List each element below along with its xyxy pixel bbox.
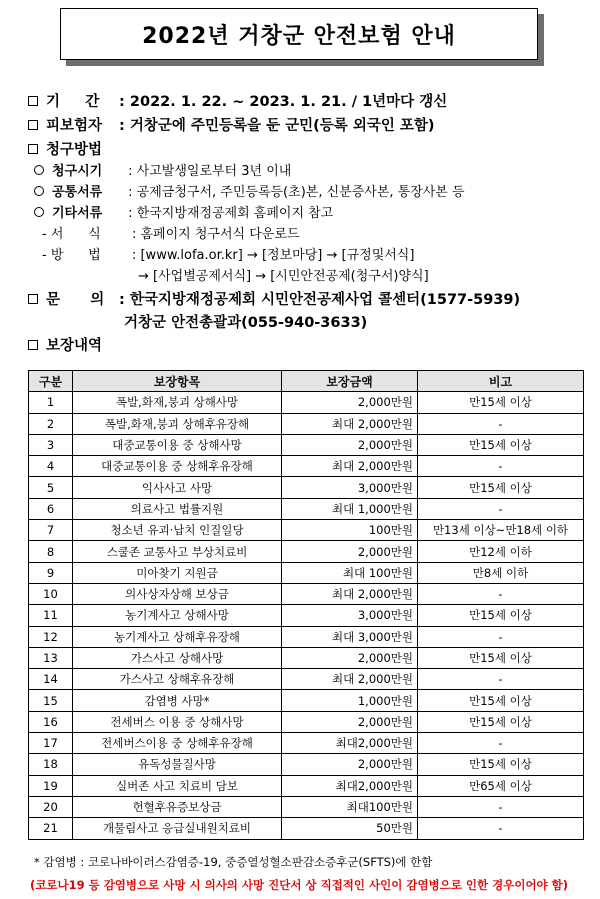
table-row [29, 434, 584, 455]
row-no: 21 [29, 818, 73, 839]
table-row [29, 626, 584, 647]
row-item: 농기계사고 상해사망 [73, 605, 282, 626]
claim-docs-value: 공제금청구서, 주민등록등(초)본, 신분증사본, 통장사본 등 [136, 185, 465, 200]
row-note: 만15세 이상 [418, 477, 584, 498]
table-row [29, 520, 584, 541]
claim-other-value: 한국지방재정공제회 홈페이지 참고 [136, 206, 334, 221]
row-amount: 2,000만원 [282, 541, 418, 562]
row-no: 18 [29, 754, 73, 775]
table-row [29, 690, 584, 711]
row-note: 만15세 이상 [418, 434, 584, 455]
row-no: 3 [29, 434, 73, 455]
row-amount: 2,000만원 [282, 754, 418, 775]
row-amount: 최대2,000만원 [282, 733, 418, 754]
row-item: 대중교통이용 중 상해후유장해 [73, 456, 282, 477]
row-amount: 2,000만원 [282, 434, 418, 455]
row-amount: 50만원 [282, 818, 418, 839]
row-item: 헌혈후유증보상금 [73, 796, 282, 817]
row-item: 청소년 유괴·납치 인질일당 [73, 520, 282, 541]
row-amount: 2,000만원 [282, 392, 418, 413]
row-note: - [418, 669, 584, 690]
row-amount: 최대 2,000만원 [282, 669, 418, 690]
checkbox-square-icon [28, 120, 38, 130]
inquiry-label: 문 의 [46, 292, 105, 308]
coverage-heading: 보장내역 [46, 338, 103, 354]
row-amount: 최대 2,000만원 [282, 583, 418, 604]
row-amount: 2,000만원 [282, 647, 418, 668]
row-note: 만15세 이상 [418, 711, 584, 732]
checkbox-square-icon [28, 96, 38, 106]
row-amount: 최대2,000만원 [282, 775, 418, 796]
row-note: - [418, 796, 584, 817]
row-item: 의사상자상해 보상금 [73, 583, 282, 604]
row-no: 15 [29, 690, 73, 711]
row-note: - [418, 498, 584, 519]
claim-form-label: 서 식 [50, 227, 101, 242]
row-note: 만15세 이상 [418, 647, 584, 668]
row-amount: 최대 100만원 [282, 562, 418, 583]
claim-heading-row [28, 138, 588, 159]
row-amount: 최대 2,000만원 [282, 413, 418, 434]
row-no: 20 [29, 796, 73, 817]
row-item: 익사사고 사망 [73, 477, 282, 498]
circle-bullet-icon [34, 165, 44, 175]
row-note: - [418, 626, 584, 647]
warning-note: (코로나19 등 감염병으로 사망 시 의사의 사망 진단서 상 직접적인 사인이 감염병으로 인한 경우이어야 함) [30, 878, 569, 892]
inquiry-line2: 거창군 안전총괄과(055-940-3633) [124, 315, 368, 331]
coverage-table [28, 370, 584, 840]
row-item: 폭발,화재,붕괴 상해사망 [73, 392, 282, 413]
period-row: 기 간 : 2022. 1. 22. ~ 2023. 1. 21. / 1년마다 갱신 [28, 90, 588, 111]
row-no: 9 [29, 562, 73, 583]
table-header-row [29, 371, 584, 392]
row-no: 2 [29, 413, 73, 434]
row-no: 12 [29, 626, 73, 647]
row-no: 13 [29, 647, 73, 668]
header-amount: 보장금액 [282, 371, 418, 392]
claim-form-value: 홈페이지 청구서식 다운로드 [140, 227, 300, 242]
table-row [29, 456, 584, 477]
circle-bullet-icon [34, 186, 44, 196]
table-row [29, 818, 584, 839]
row-note: 만15세 이상 [418, 605, 584, 626]
inquiry-row: 문 의 : 한국지방재정공제회 시민안전공제사업 콜센터(1577-5939) [28, 288, 588, 309]
insured-value: 거창군에 주민등록을 둔 군민(등록 외국인 포함) [129, 118, 435, 134]
table-row [29, 647, 584, 668]
claim-docs-label: 공통서류 [52, 185, 103, 200]
checkbox-square-icon [28, 144, 38, 154]
checkbox-square-icon [28, 340, 38, 350]
row-amount: 100만원 [282, 520, 418, 541]
claim-form-row: - 서 식 : 홈페이지 청구서식 다운로드 [28, 223, 588, 244]
table-row [29, 775, 584, 796]
header-note: 비고 [418, 371, 584, 392]
row-note: 만15세 이상 [418, 392, 584, 413]
table-row [29, 498, 584, 519]
table-row [29, 477, 584, 498]
row-no: 5 [29, 477, 73, 498]
row-no: 6 [29, 498, 73, 519]
row-no: 8 [29, 541, 73, 562]
row-amount: 3,000만원 [282, 605, 418, 626]
table-row [29, 669, 584, 690]
row-item: 개물림사고 응급실내원치료비 [73, 818, 282, 839]
claim-method-line2: → [사업별공제서식] → [시민안전공제(청구서)양식] [138, 269, 429, 284]
row-item: 감염병 사망* [73, 690, 282, 711]
table-row [29, 541, 584, 562]
claim-docs-row: 공통서류 : 공제금청구서, 주민등록등(초)본, 신분증사본, 통장사본 등 [28, 181, 588, 202]
table-row [29, 562, 584, 583]
row-item: 미아찾기 지원금 [73, 562, 282, 583]
row-note: - [418, 818, 584, 839]
row-item: 실버존 사고 치료비 담보 [73, 775, 282, 796]
row-amount: 1,000만원 [282, 690, 418, 711]
page-title: 2022년 거창군 안전보험 안내 [60, 8, 538, 60]
row-item: 대중교통이용 중 상해사망 [73, 434, 282, 455]
insured-label: 피보험자 [46, 118, 103, 134]
info-section [28, 90, 588, 355]
row-note: - [418, 733, 584, 754]
table-body [29, 392, 584, 839]
row-note: 만13세 이상~만18세 이하 [418, 520, 584, 541]
period-value: 2022. 1. 22. ~ 2023. 1. 21. / 1년마다 갱신 [129, 94, 448, 110]
row-no: 17 [29, 733, 73, 754]
circle-bullet-icon [34, 207, 44, 217]
table-row [29, 392, 584, 413]
row-note: 만8세 이하 [418, 562, 584, 583]
claim-timing-label: 청구시기 [52, 164, 103, 179]
row-amount: 최대 2,000만원 [282, 456, 418, 477]
table-row [29, 605, 584, 626]
claim-method-row: - 방 법 : [www.lofa.or.kr] → [정보마당] → [규정및서식] [28, 244, 588, 265]
row-amount: 2,000만원 [282, 711, 418, 732]
row-no: 11 [29, 605, 73, 626]
row-item: 폭발,화재,붕괴 상해후유장해 [73, 413, 282, 434]
row-no: 10 [29, 583, 73, 604]
table-row [29, 733, 584, 754]
title-banner [60, 8, 538, 60]
row-note: - [418, 456, 584, 477]
period-label: 기 간 [46, 94, 100, 110]
header-no: 구분 [29, 371, 73, 392]
table-row [29, 583, 584, 604]
row-item: 농기계사고 상해후유장해 [73, 626, 282, 647]
coverage-heading-row [28, 334, 588, 355]
row-no: 14 [29, 669, 73, 690]
row-no: 1 [29, 392, 73, 413]
row-amount: 최대 1,000만원 [282, 498, 418, 519]
row-note: 만15세 이상 [418, 754, 584, 775]
claim-other-row: 기타서류 : 한국지방재정공제회 홈페이지 참고 [28, 202, 588, 223]
table-row [29, 711, 584, 732]
row-no: 16 [29, 711, 73, 732]
row-note: 만12세 이하 [418, 541, 584, 562]
claim-method-label: 방 법 [50, 248, 101, 263]
row-item: 전세버스 이용 중 상해사망 [73, 711, 282, 732]
header-item: 보장항목 [73, 371, 282, 392]
table-row [29, 796, 584, 817]
row-note: 만15세 이상 [418, 690, 584, 711]
row-item: 스쿨존 교통사고 부상치료비 [73, 541, 282, 562]
checkbox-square-icon [28, 294, 38, 304]
row-no: 19 [29, 775, 73, 796]
row-no: 7 [29, 520, 73, 541]
inquiry-line1: 한국지방재정공제회 시민안전공제사업 콜센터(1577-5939) [129, 292, 521, 308]
claim-method-row-2 [28, 265, 588, 286]
table-row [29, 413, 584, 434]
claim-heading: 청구방법 [46, 142, 103, 158]
row-note: - [418, 583, 584, 604]
row-amount: 3,000만원 [282, 477, 418, 498]
claim-timing-row: 청구시기 : 사고발생일로부터 3년 이내 [28, 160, 588, 181]
footnote: * 감염병 : 코로나바이러스감염증-19, 중증열성혈소판감소증후군(SFTS)에 한함 [34, 855, 433, 869]
insured-row: 피보험자 : 거창군에 주민등록을 둔 군민(등록 외국인 포함) [28, 114, 588, 135]
row-amount: 최대 3,000만원 [282, 626, 418, 647]
claim-timing-value: 사고발생일로부터 3년 이내 [136, 164, 292, 179]
row-item: 의료사고 법률지원 [73, 498, 282, 519]
row-item: 가스사고 상해사망 [73, 647, 282, 668]
claim-method-line1: [www.lofa.or.kr] → [정보마당] → [규정및서식] [140, 248, 415, 263]
row-item: 전세버스이용 중 상해후유장해 [73, 733, 282, 754]
inquiry-row-2 [28, 311, 588, 332]
row-note: 만65세 이상 [418, 775, 584, 796]
row-amount: 최대100만원 [282, 796, 418, 817]
row-no: 4 [29, 456, 73, 477]
claim-other-label: 기타서류 [52, 206, 103, 221]
row-item: 유독성물질사망 [73, 754, 282, 775]
table-row [29, 754, 584, 775]
row-note: - [418, 413, 584, 434]
row-item: 가스사고 상해후유장해 [73, 669, 282, 690]
